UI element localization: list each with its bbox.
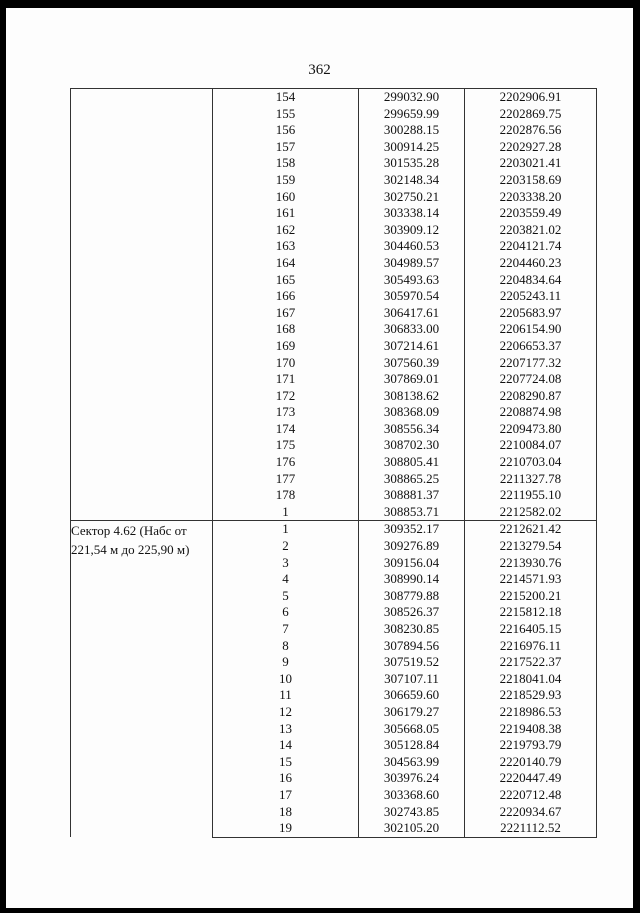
x-coordinate-cell: 305668.05: [359, 721, 465, 738]
x-coordinate-cell: 302105.20: [359, 820, 465, 837]
y-coordinate-cell: 2204460.23: [465, 255, 597, 272]
point-number-cell: 5: [213, 588, 359, 605]
point-number-cell: 173: [213, 404, 359, 421]
y-coordinate-cell: 2219408.38: [465, 721, 597, 738]
x-coordinate-cell: 302148.34: [359, 172, 465, 189]
point-number-cell: 160: [213, 189, 359, 206]
y-coordinate-cell: 2215200.21: [465, 588, 597, 605]
x-coordinate-cell: 307869.01: [359, 371, 465, 388]
point-number-cell: 167: [213, 305, 359, 322]
point-number-cell: 4: [213, 571, 359, 588]
x-coordinate-cell: 307107.11: [359, 671, 465, 688]
y-coordinate-cell: 2220934.67: [465, 804, 597, 821]
point-number-cell: 162: [213, 222, 359, 239]
x-coordinate-cell: 304563.99: [359, 754, 465, 771]
point-number-cell: 178: [213, 487, 359, 504]
x-coordinate-cell: 308556.34: [359, 421, 465, 438]
x-coordinate-cell: 307560.39: [359, 355, 465, 372]
point-number-cell: 170: [213, 355, 359, 372]
x-coordinate-cell: 309352.17: [359, 521, 465, 538]
point-number-cell: 16: [213, 770, 359, 787]
x-coordinate-cell: 302750.21: [359, 189, 465, 206]
point-number-cell: 1: [213, 521, 359, 538]
point-number-cell: 154: [213, 89, 359, 106]
y-coordinate-cell: 2218529.93: [465, 687, 597, 704]
point-number-cell: 1: [213, 504, 359, 521]
y-coordinate-cell: 2218041.04: [465, 671, 597, 688]
point-number-cell: 164: [213, 255, 359, 272]
x-coordinate-cell: 308526.37: [359, 604, 465, 621]
y-coordinate-cell: 2217522.37: [465, 654, 597, 671]
point-number-cell: 13: [213, 721, 359, 738]
y-coordinate-cell: 2205683.97: [465, 305, 597, 322]
point-number-cell: 155: [213, 106, 359, 123]
y-coordinate-cell: 2210084.07: [465, 437, 597, 454]
x-coordinate-cell: 308230.85: [359, 621, 465, 638]
y-coordinate-cell: 2202876.56: [465, 122, 597, 139]
point-number-cell: 157: [213, 139, 359, 156]
y-coordinate-cell: 2203559.49: [465, 205, 597, 222]
y-coordinate-cell: 2208874.98: [465, 404, 597, 421]
x-coordinate-cell: 299032.90: [359, 89, 465, 106]
y-coordinate-cell: 2213279.54: [465, 538, 597, 555]
y-coordinate-cell: 2211955.10: [465, 487, 597, 504]
y-coordinate-cell: 2216405.15: [465, 621, 597, 638]
point-number-cell: 10: [213, 671, 359, 688]
y-coordinate-cell: 2202869.75: [465, 106, 597, 123]
point-number-cell: 175: [213, 437, 359, 454]
document-page: [6, 8, 633, 908]
x-coordinate-cell: 309276.89: [359, 538, 465, 555]
page-number: 362: [308, 62, 331, 78]
point-number-cell: 17: [213, 787, 359, 804]
point-number-cell: 11: [213, 687, 359, 704]
x-coordinate-cell: 308853.71: [359, 504, 465, 521]
point-number-cell: 15: [213, 754, 359, 771]
point-number-cell: 166: [213, 288, 359, 305]
y-coordinate-cell: 2216976.11: [465, 638, 597, 655]
x-coordinate-cell: 309156.04: [359, 555, 465, 572]
point-number-cell: 156: [213, 122, 359, 139]
y-coordinate-cell: 2206653.37: [465, 338, 597, 355]
point-number-cell: 12: [213, 704, 359, 721]
x-coordinate-cell: 299659.99: [359, 106, 465, 123]
x-coordinate-cell: 301535.28: [359, 155, 465, 172]
point-number-cell: 177: [213, 471, 359, 488]
point-number-cell: 6: [213, 604, 359, 621]
y-coordinate-cell: 2209473.80: [465, 421, 597, 438]
x-coordinate-cell: 305970.54: [359, 288, 465, 305]
point-number-cell: 7: [213, 621, 359, 638]
x-coordinate-cell: 303909.12: [359, 222, 465, 239]
y-coordinate-cell: 2218986.53: [465, 704, 597, 721]
x-coordinate-cell: 308138.62: [359, 388, 465, 405]
x-coordinate-cell: 304989.57: [359, 255, 465, 272]
x-coordinate-cell: 306659.60: [359, 687, 465, 704]
sector-label: Сектор 4.62 (Набс от 221,54 м до 225,90 м): [71, 521, 213, 837]
x-coordinate-cell: 302743.85: [359, 804, 465, 821]
x-coordinate-cell: 300914.25: [359, 139, 465, 156]
y-coordinate-cell: 2219793.79: [465, 737, 597, 754]
y-coordinate-cell: 2215812.18: [465, 604, 597, 621]
y-coordinate-cell: 2220447.49: [465, 770, 597, 787]
y-coordinate-cell: 2203338.20: [465, 189, 597, 206]
y-coordinate-cell: 2204121.74: [465, 238, 597, 255]
point-number-cell: 172: [213, 388, 359, 405]
y-coordinate-cell: 2210703.04: [465, 454, 597, 471]
y-coordinate-cell: 2221112.52: [465, 820, 597, 837]
y-coordinate-cell: 2220140.79: [465, 754, 597, 771]
y-coordinate-cell: 2213930.76: [465, 555, 597, 572]
point-number-cell: 14: [213, 737, 359, 754]
x-coordinate-cell: 300288.15: [359, 122, 465, 139]
y-coordinate-cell: 2212582.02: [465, 504, 597, 521]
point-number-cell: 174: [213, 421, 359, 438]
x-coordinate-cell: 307214.61: [359, 338, 465, 355]
point-number-cell: 19: [213, 820, 359, 837]
point-number-cell: 2: [213, 538, 359, 555]
point-number-cell: 163: [213, 238, 359, 255]
point-number-cell: 3: [213, 555, 359, 572]
point-number-cell: 168: [213, 321, 359, 338]
point-number-cell: 9: [213, 654, 359, 671]
x-coordinate-cell: 305493.63: [359, 272, 465, 289]
y-coordinate-cell: 2207724.08: [465, 371, 597, 388]
sector-label: [71, 89, 213, 521]
x-coordinate-cell: 308881.37: [359, 487, 465, 504]
y-coordinate-cell: 2203158.69: [465, 172, 597, 189]
point-number-cell: 159: [213, 172, 359, 189]
x-coordinate-cell: 306833.00: [359, 321, 465, 338]
y-coordinate-cell: 2203021.41: [465, 155, 597, 172]
x-coordinate-cell: 308865.25: [359, 471, 465, 488]
table-row: [71, 89, 597, 106]
point-number-cell: 161: [213, 205, 359, 222]
x-coordinate-cell: 303976.24: [359, 770, 465, 787]
x-coordinate-cell: 307519.52: [359, 654, 465, 671]
y-coordinate-cell: 2204834.64: [465, 272, 597, 289]
x-coordinate-cell: 308805.41: [359, 454, 465, 471]
point-number-cell: 165: [213, 272, 359, 289]
x-coordinate-cell: 308990.14: [359, 571, 465, 588]
x-coordinate-cell: 308702.30: [359, 437, 465, 454]
x-coordinate-cell: 308779.88: [359, 588, 465, 605]
point-number-cell: 8: [213, 638, 359, 655]
y-coordinate-cell: 2207177.32: [465, 355, 597, 372]
x-coordinate-cell: 306417.61: [359, 305, 465, 322]
y-coordinate-cell: 2203821.02: [465, 222, 597, 239]
y-coordinate-cell: 2220712.48: [465, 787, 597, 804]
y-coordinate-cell: 2206154.90: [465, 321, 597, 338]
x-coordinate-cell: 306179.27: [359, 704, 465, 721]
point-number-cell: 171: [213, 371, 359, 388]
y-coordinate-cell: 2212621.42: [465, 521, 597, 538]
x-coordinate-cell: 303368.60: [359, 787, 465, 804]
y-coordinate-cell: 2202906.91: [465, 89, 597, 106]
point-number-cell: 158: [213, 155, 359, 172]
point-number-cell: 169: [213, 338, 359, 355]
y-coordinate-cell: 2205243.11: [465, 288, 597, 305]
x-coordinate-cell: 307894.56: [359, 638, 465, 655]
x-coordinate-cell: 308368.09: [359, 404, 465, 421]
y-coordinate-cell: 2202927.28: [465, 139, 597, 156]
x-coordinate-cell: 305128.84: [359, 737, 465, 754]
table-row: [71, 521, 597, 538]
y-coordinate-cell: 2208290.87: [465, 388, 597, 405]
point-number-cell: 18: [213, 804, 359, 821]
x-coordinate-cell: 303338.14: [359, 205, 465, 222]
x-coordinate-cell: 304460.53: [359, 238, 465, 255]
coordinates-table: [70, 88, 597, 838]
y-coordinate-cell: 2211327.78: [465, 471, 597, 488]
point-number-cell: 176: [213, 454, 359, 471]
y-coordinate-cell: 2214571.93: [465, 571, 597, 588]
